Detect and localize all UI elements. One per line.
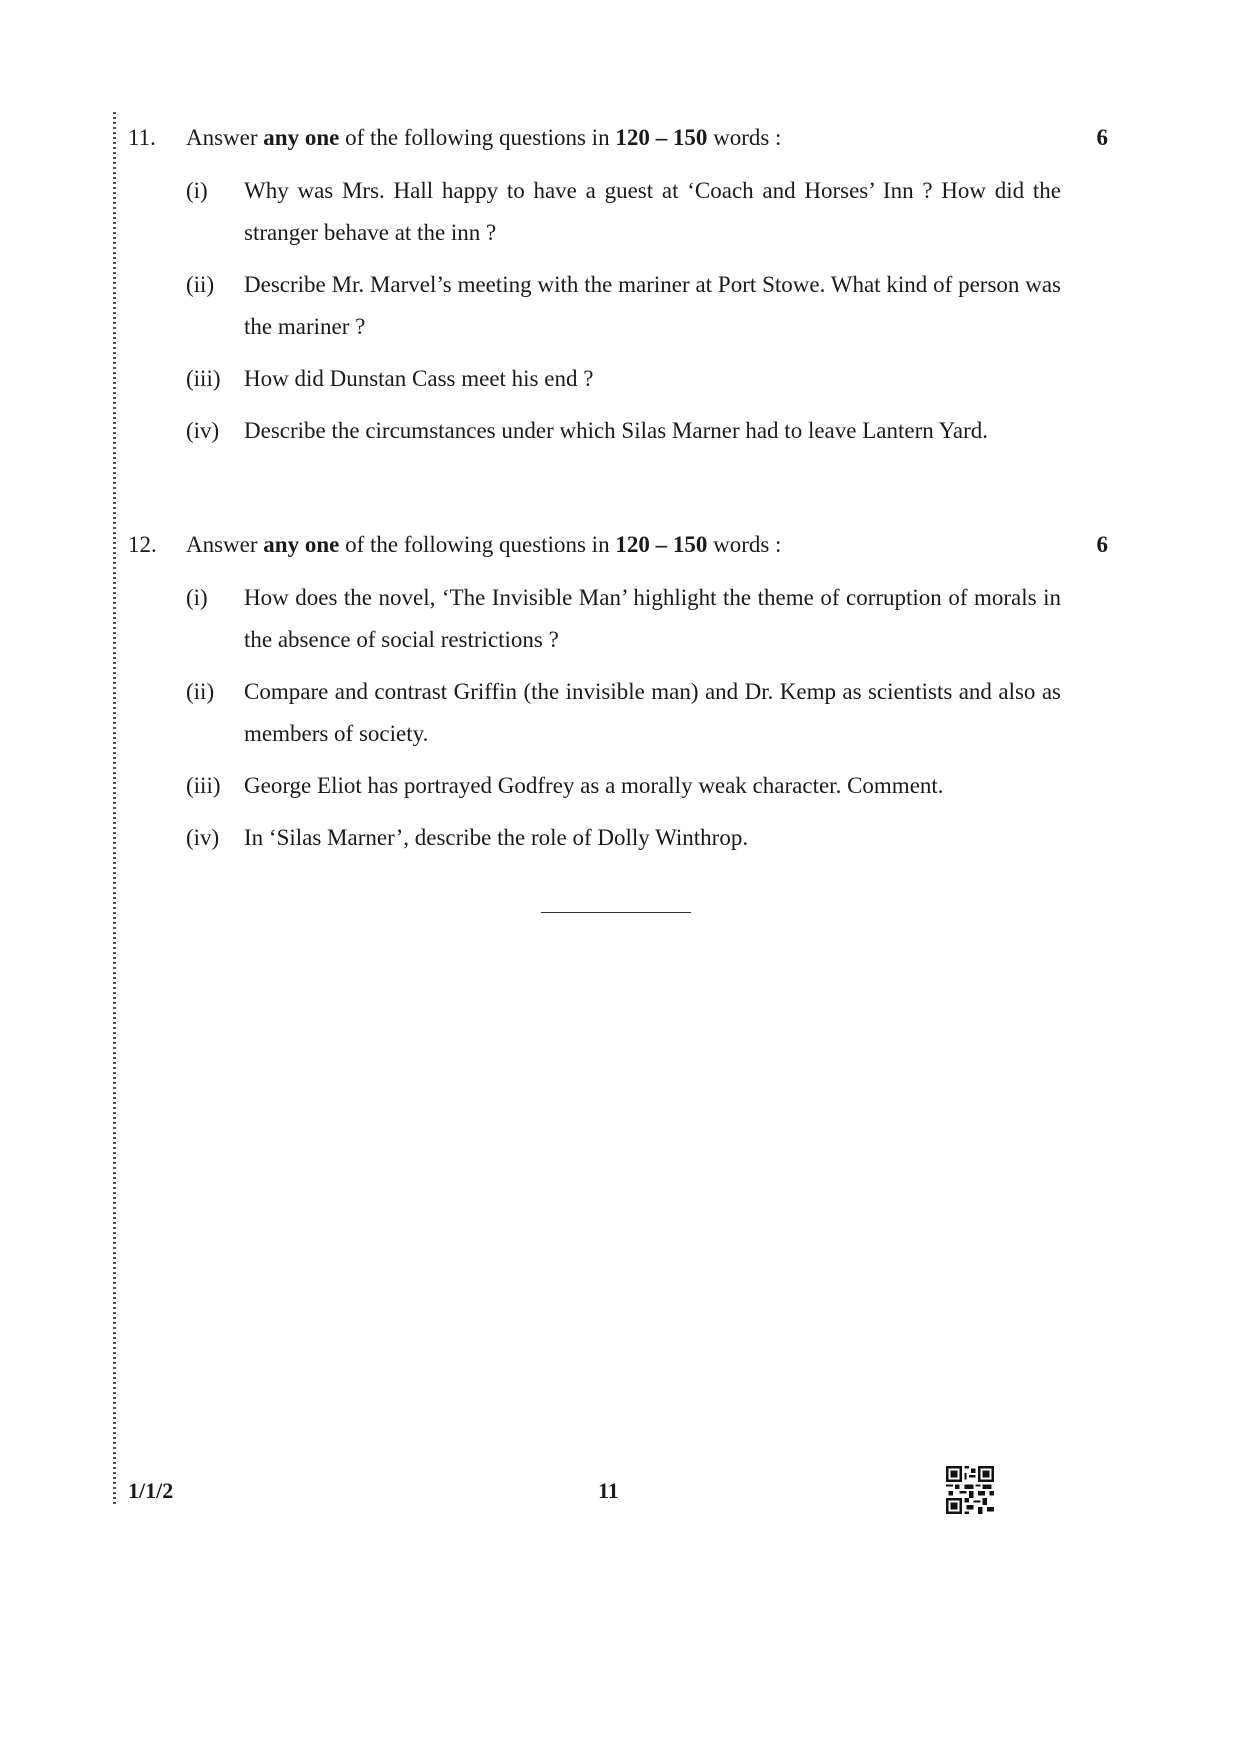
sub-question-text: Compare and contrast Griffin (the invisible man) and Dr. Kemp as scientists and also as members of society.	[244, 679, 1061, 746]
page-number: 11	[598, 1478, 619, 1503]
question-12	[128, 527, 1108, 859]
sub-question-label: (iii)	[186, 773, 221, 798]
sub-question-label: (i)	[186, 178, 208, 203]
end-rule	[541, 912, 691, 913]
sub-question-label: (iv)	[186, 418, 220, 443]
sub-question-text: How does the novel, ‘The Invisible Man’ highlight the theme of corruption of morals in the absence of social restrictions ?	[244, 585, 1061, 652]
sub-question-text: Describe the circumstances under which Silas Marner had to leave Lantern Yard.	[244, 418, 989, 443]
question-instruction: Answer any one of the following questions in 120 – 150 words :	[186, 532, 782, 557]
sub-question	[128, 817, 1108, 859]
question-number: 12.	[128, 532, 157, 557]
sub-question-text: Why was Mrs. Hall happy to have a guest at ‘Coach and Horses’ Inn ? How did the stranger behave at the inn ?	[244, 178, 1061, 245]
sub-question-label: (iii)	[186, 366, 221, 391]
question-marks: 6	[1096, 125, 1108, 150]
sub-question	[128, 671, 1108, 755]
sub-question	[128, 410, 1108, 452]
sub-question-text: How did Dunstan Cass meet his end ?	[244, 366, 594, 391]
question-instruction: Answer any one of the following questions in 120 – 150 words :	[186, 125, 782, 150]
question-11	[128, 120, 1108, 452]
sub-question-label: (iv)	[186, 825, 220, 850]
question-number: 11.	[128, 125, 156, 150]
sub-question-text: George Eliot has portrayed Godfrey as a morally weak character. Comment.	[244, 773, 944, 798]
sub-question	[128, 358, 1108, 400]
sub-question	[128, 170, 1108, 254]
qr-code-icon	[946, 1466, 994, 1514]
question-header	[128, 120, 1108, 156]
sub-question-text: Describe Mr. Marvel’s meeting with the mariner at Port Stowe. What kind of person was the mariner ?	[244, 272, 1061, 339]
sub-question-label: (i)	[186, 585, 208, 610]
margin-dotted-line	[113, 112, 116, 1507]
question-header	[128, 527, 1108, 563]
sub-question-label: (ii)	[186, 272, 215, 297]
sub-question	[128, 264, 1108, 348]
question-marks: 6	[1096, 532, 1108, 557]
paper-code: 1/1/2	[128, 1478, 174, 1503]
sub-question-text: In ‘Silas Marner’, describe the role of Dolly Winthrop.	[244, 825, 749, 850]
sub-question	[128, 577, 1108, 661]
sub-question-label: (ii)	[186, 679, 215, 704]
sub-question	[128, 765, 1108, 807]
